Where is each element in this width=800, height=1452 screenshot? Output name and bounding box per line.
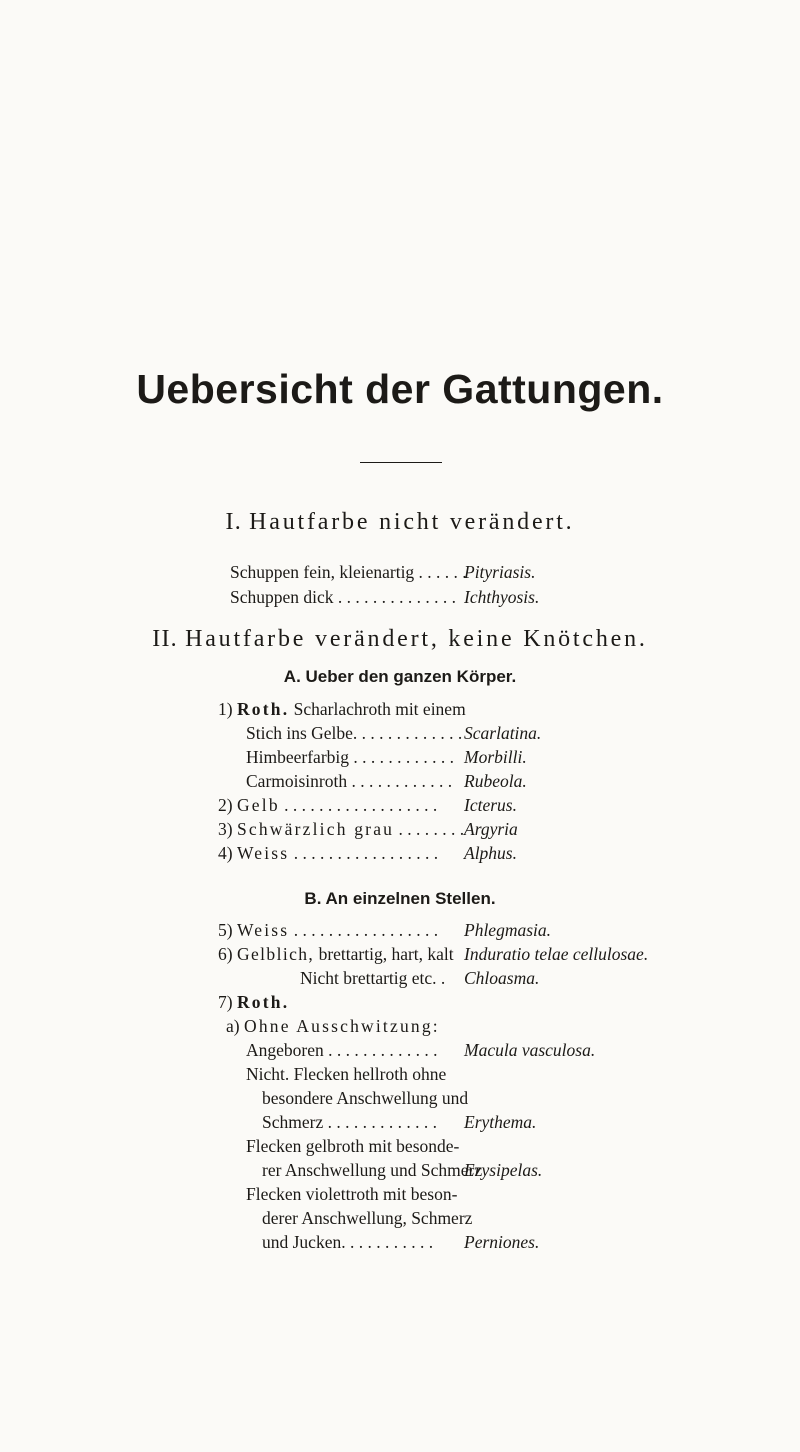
section-1-heading-text: Hautfarbe nicht verändert. [249, 509, 575, 535]
list-item [226, 1014, 440, 1038]
row-text [218, 793, 437, 817]
item-text: . . . . . . . . . . . . . . . . . . [284, 795, 438, 815]
list-item [262, 1110, 782, 1134]
genus-name: Icterus. [464, 795, 517, 815]
item-number: 3) [218, 819, 233, 839]
list-item [218, 990, 289, 1014]
section-2-heading [0, 626, 800, 653]
genus-name: Argyria [464, 819, 518, 839]
list-item [218, 697, 466, 721]
item-text: . . . . . . . . . . . . . . . . . [293, 843, 439, 863]
row-text: Schuppen dick . . . . . . . . . . . . . . [230, 587, 457, 607]
item-number: 5) [218, 920, 233, 940]
section-1-heading [0, 509, 800, 536]
item-label: Ohne Ausschwitzung: [243, 1016, 440, 1036]
list-item [218, 817, 758, 841]
item-text: . . . . . . . . . . . . . . . . . [293, 920, 439, 940]
item-number: 2) [218, 795, 233, 815]
row-text: besondere Anschwellung und [262, 1088, 469, 1108]
row-text: Schuppen fein, kleienartig . . . . . . [230, 562, 467, 582]
list-item [262, 1206, 472, 1230]
item-number: 4) [218, 843, 233, 863]
list-item [218, 918, 778, 942]
subsection-b-heading: B. An einzelnen Stellen. [304, 889, 496, 908]
list-item [218, 793, 758, 817]
genus-name: Pityriasis. [464, 562, 536, 582]
item-label: Roth. [236, 699, 290, 719]
list-item [246, 1062, 446, 1086]
row-text: Carmoisinroth . . . . . . . . . . . . [246, 771, 453, 791]
row-text: Flecken violettroth mit beson- [246, 1184, 458, 1204]
row-text [218, 841, 438, 865]
list-item [300, 966, 780, 990]
item-label: Gelb [236, 795, 280, 815]
row-text [218, 918, 438, 942]
row-text: derer Anschwellung, Schmerz [262, 1208, 473, 1228]
page-title: Uebersicht der Gattungen. [136, 366, 664, 412]
row-text: Angeboren . . . . . . . . . . . . . [246, 1040, 438, 1060]
item-text: . . . . . . . . [398, 819, 465, 839]
list-item [246, 1134, 459, 1158]
list-item [262, 1086, 468, 1110]
item-text: Scharlachroth mit einem [293, 699, 466, 719]
item-label: Weiss [236, 843, 290, 863]
list-item [246, 769, 766, 793]
genus-name: Scarlatina. [464, 723, 542, 743]
row-text: Nicht brettartig etc. . [300, 968, 446, 988]
genus-name: Erysipelas. [464, 1160, 543, 1180]
list-item [246, 1182, 457, 1206]
section-2-numeral: II. [152, 626, 178, 652]
item-label: Schwärzlich grau [236, 819, 395, 839]
genus-name: Erythema. [464, 1112, 537, 1132]
item-label: Gelblich, [236, 944, 315, 964]
genus-name: Phlegmasia. [464, 920, 552, 940]
item-text: brettartig, hart, kalt [318, 944, 454, 964]
list-item [262, 1230, 782, 1254]
genus-name: Macula vasculosa. [464, 1040, 596, 1060]
row-text: Flecken gelbroth mit besonde- [246, 1136, 460, 1156]
list-item [218, 942, 790, 966]
list-item [246, 721, 766, 745]
item-number: 6) [218, 944, 233, 964]
section-1-row [230, 585, 770, 609]
item-label: Roth. [236, 992, 290, 1012]
row-text: Stich ins Gelbe. . . . . . . . . . . . . [246, 723, 463, 743]
section-1-numeral: I. [225, 509, 242, 535]
row-text [218, 817, 464, 841]
list-item [262, 1158, 782, 1182]
row-text: rer Anschwellung und Schmerz [262, 1160, 483, 1180]
section-2-heading-text: Hautfarbe verändert, keine Knötchen. [185, 626, 648, 652]
genus-name: Ichthyosis. [464, 587, 540, 607]
subsection-a-heading: A. Ueber den ganzen Körper. [283, 667, 517, 686]
item-number: a) [226, 1016, 240, 1036]
genus-name: Chloasma. [464, 968, 540, 988]
row-text [218, 942, 454, 966]
genus-name: Perniones. [464, 1232, 540, 1252]
item-number: 7) [218, 992, 233, 1012]
genus-name: Induratio telae cellulosae. [464, 944, 649, 964]
title-divider [360, 462, 442, 463]
row-text: Himbeerfarbig . . . . . . . . . . . . [246, 747, 455, 767]
genus-name: Morbilli. [464, 747, 527, 767]
list-item [218, 841, 758, 865]
list-item [246, 745, 766, 769]
list-item [246, 1038, 786, 1062]
row-text: Nicht. Flecken hellroth ohne [246, 1064, 447, 1084]
section-1-row [230, 560, 770, 584]
genus-name: Alphus. [464, 843, 517, 863]
item-label: Weiss [236, 920, 290, 940]
row-text: Schmerz . . . . . . . . . . . . . [262, 1112, 437, 1132]
row-text: und Jucken. . . . . . . . . . . [262, 1232, 434, 1252]
genus-name: Rubeola. [464, 771, 527, 791]
item-number: 1) [218, 699, 233, 719]
